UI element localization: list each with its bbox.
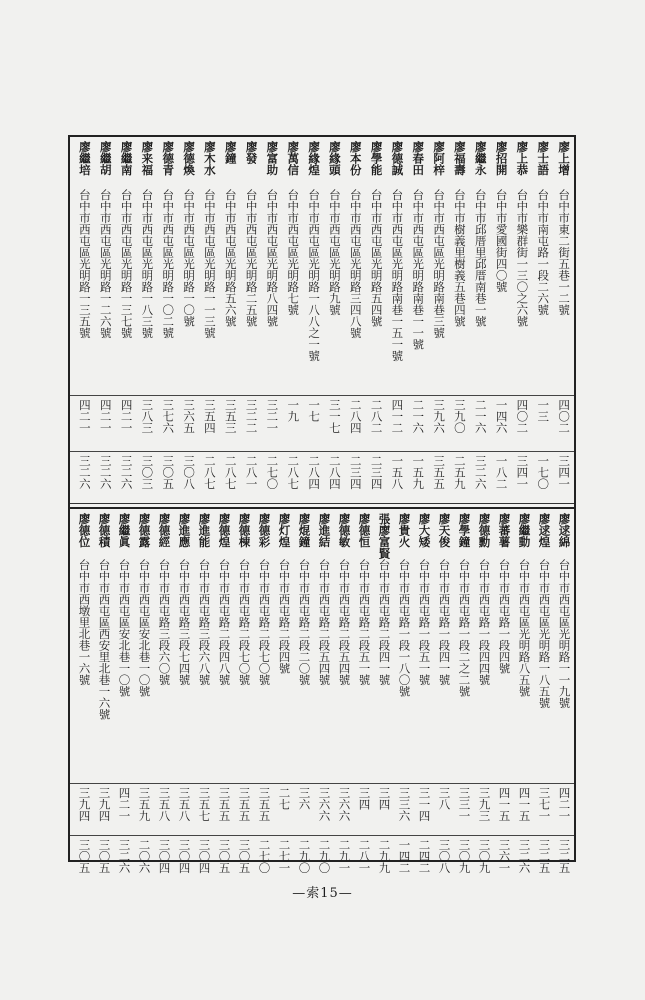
list-item: [429, 137, 448, 503]
entry-phone: 三一七: [327, 399, 342, 434]
list-item: [395, 509, 414, 874]
entry-ext: 二七〇: [257, 839, 272, 874]
entry-phone: 四一五: [497, 787, 512, 822]
entry-phone: 三六五: [182, 399, 197, 434]
entry-addr: 台中市西屯區光明路一一三號: [202, 189, 217, 339]
entry-addr: 台中市西屯路二段五一號: [357, 559, 372, 686]
entry-addr: 台中市西屯區光明路八五號: [517, 559, 532, 697]
entry-addr: 台中市西屯路二段四八號: [217, 559, 232, 686]
entry-ext: 三〇四: [157, 839, 172, 874]
entry-phone: 四二一: [557, 787, 572, 822]
entry-phone: 二一六: [411, 399, 426, 434]
entry-name: 廖繼永: [473, 141, 488, 176]
table-bottom-half: [70, 509, 574, 874]
entry-name: 廖德誠: [390, 141, 405, 176]
entry-name: 廖德敏: [337, 513, 352, 548]
entry-phone: 一三: [536, 399, 551, 422]
entry-phone: 三五五: [237, 787, 252, 822]
list-item: [512, 137, 531, 503]
entry-ext: 二〇六: [137, 839, 152, 874]
entry-name: 廖繼動: [517, 513, 532, 548]
entry-name: 廖福壽: [452, 141, 467, 176]
entry-name: 張廖富賢: [377, 513, 392, 559]
entry-phone: 三六六: [337, 787, 352, 822]
list-item: [471, 137, 490, 503]
entry-addr: 台中市樹義里樹義五巷四號: [452, 189, 467, 327]
entry-addr: 台中市西屯路一段四號: [497, 559, 512, 674]
list-item: [495, 509, 514, 874]
entry-name: 廖鐘: [223, 141, 238, 164]
entry-addr: 台中市西屯路三段七四號: [177, 559, 192, 686]
entry-addr: 台中市西屯路一段四四號: [477, 559, 492, 686]
entry-phone: 三六: [297, 787, 312, 810]
entry-phone: 三五五: [257, 787, 272, 822]
entry-ext: 三〇九: [457, 839, 472, 874]
list-item: [115, 509, 134, 874]
list-item: [215, 509, 234, 874]
entry-ext: 二八七: [286, 455, 301, 490]
entry-addr: 台中市西屯區安北巷一〇號: [117, 559, 132, 697]
list-item: [255, 509, 274, 874]
entry-phone: 三一四: [417, 787, 432, 822]
entry-phone: 三二一: [265, 399, 280, 434]
list-item: [325, 137, 344, 503]
list-item: [304, 137, 323, 503]
entry-ext: 三五五: [432, 455, 447, 490]
list-item: [415, 509, 434, 874]
entry-name: 廖上增: [557, 141, 572, 176]
entry-addr: 台中市西屯區安北巷一〇號: [137, 559, 152, 697]
entry-name: 廖富助: [265, 141, 280, 176]
entry-addr: 台中市西屯路一段一八〇號: [397, 559, 412, 697]
entry-name: 廖德彩: [257, 513, 272, 548]
entry-phone: 四一五: [517, 787, 532, 822]
entry-ext: 三〇四: [197, 839, 212, 874]
entry-addr: 台中市西屯區光明路南巷三號: [432, 189, 447, 339]
entry-ext: 二三四: [348, 455, 363, 490]
list-item: [75, 509, 94, 874]
entry-name: 廖繼胡: [98, 141, 113, 176]
entry-ext: 二八一: [357, 839, 372, 874]
entry-phone: 三六六: [317, 787, 332, 822]
entry-addr: 台中市西屯區光明路南巷一一號: [411, 189, 426, 350]
entry-ext: 三二六: [517, 839, 532, 874]
list-item: [335, 509, 354, 874]
list-item: [346, 137, 365, 503]
entry-addr: 台中市西屯區光明路一八八之一號: [307, 189, 322, 362]
entry-ext: 三二六: [473, 455, 488, 490]
list-item: [95, 509, 114, 874]
entry-name: 廖逑綿: [557, 513, 572, 548]
entry-addr: 台中市西屯區光明路一一九號: [557, 559, 572, 709]
entry-phone: 三五五: [217, 787, 232, 822]
entry-name: 廖學能: [369, 141, 384, 176]
entry-phone: 三四: [377, 787, 392, 810]
entry-ext: 三四一: [557, 455, 572, 490]
entry-phone: 一四六: [494, 399, 509, 434]
list-item: [533, 137, 552, 503]
entry-addr: 台中市西屯區光明路五六號: [223, 189, 238, 327]
list-item: [435, 509, 454, 874]
entry-addr: 台中市西屯區西安里北巷一六號: [97, 559, 112, 720]
list-item: [221, 137, 240, 503]
entry-ext: 二八四: [307, 455, 322, 490]
entry-phone: 四二一: [117, 787, 132, 822]
entry-ext: 三二五: [557, 839, 572, 874]
entry-name: 廖招開: [494, 141, 509, 176]
entry-addr: 台中市西屯區光明路五四號: [369, 189, 384, 327]
entry-name: 廖本份: [348, 141, 363, 176]
entry-addr: 台中市西屯路二段五四號: [337, 559, 352, 686]
list-item: [295, 509, 314, 874]
entry-addr: 台中市西屯路一段二之二號: [457, 559, 472, 697]
entry-phone: 三九四: [77, 787, 92, 822]
list-item: [283, 137, 302, 503]
list-item: [135, 509, 154, 874]
list-item: [195, 509, 214, 874]
entry-name: 廖德煥: [182, 141, 197, 176]
entry-phone: 三三一: [457, 787, 472, 822]
entry-addr: 台中市西屯區光明路二五號: [244, 189, 259, 327]
list-item: [367, 137, 386, 503]
entry-phone: 三四: [357, 787, 372, 810]
list-item: [262, 137, 281, 503]
entry-addr: 台中市西屯路二段五四號: [317, 559, 332, 686]
entry-name: 廖士語: [536, 141, 551, 176]
entry-name: 廖春田: [411, 141, 426, 176]
entry-addr: 台中市西屯區光明路八四號: [265, 189, 280, 327]
entry-phone: 三九四: [97, 787, 112, 822]
entry-name: 廖德青: [161, 141, 176, 176]
entry-addr: 台中市西屯區光明路三四八號: [348, 189, 363, 339]
entry-phone: 三五七: [197, 787, 212, 822]
entry-phone: 一九: [286, 399, 301, 422]
entry-ext: 一八二: [494, 455, 509, 490]
entry-ext: 二九〇: [297, 839, 312, 874]
entry-addr: 台中市西屯區光明路一〇號: [182, 189, 197, 327]
entry-ext: 三二五: [537, 839, 552, 874]
list-item: [455, 509, 474, 874]
list-item: [200, 137, 219, 503]
entry-name: 廖德露: [137, 513, 152, 548]
entry-addr: 台中市西屯路一段五一號: [417, 559, 432, 686]
entry-ext: 三〇五: [77, 839, 92, 874]
entry-name: 廖德棟: [237, 513, 252, 548]
entry-ext: 一五九: [411, 455, 426, 490]
entry-name: 廖木水: [202, 141, 217, 176]
list-item: [275, 509, 294, 874]
entry-name: 廖灯煌: [277, 513, 292, 548]
entry-phone: 三九六: [432, 399, 447, 434]
entry-name: 廖繼眞: [117, 513, 132, 548]
entry-addr: 台中市西屯區光明路七號: [286, 189, 301, 316]
entry-addr: 台中市西屯路二段四一號: [377, 559, 392, 686]
entry-addr: 台中市西屯區光明路一二六號: [98, 189, 113, 339]
list-item: [158, 137, 177, 503]
entry-name: 廖德恒: [357, 513, 372, 548]
entry-ext: 三二六: [119, 455, 134, 490]
entry-name: 廖貴火: [397, 513, 412, 548]
entry-addr: 台中市西屯路三段六八號: [197, 559, 212, 686]
entry-name: 廖逑煌: [537, 513, 552, 548]
entry-addr: 台中市西屯路二段四號: [277, 559, 292, 674]
entry-ext: 二八七: [202, 455, 217, 490]
entry-phone: 四二一: [98, 399, 113, 434]
list-item: [117, 137, 136, 503]
list-item: [375, 509, 394, 874]
entry-addr: 台中市西屯區光明路南巷一五一號: [390, 189, 405, 362]
entry-ext: 三二六: [98, 455, 113, 490]
entry-addr: 台中市南屯路一段二六號: [536, 189, 551, 316]
entry-phone: 四〇二: [557, 399, 572, 434]
entry-addr: 台中市西屯區光明路一八三號: [140, 189, 155, 339]
entry-ext: 一四二: [397, 839, 412, 874]
entry-ext: 一七〇: [536, 455, 551, 490]
entry-ext: 三四一: [515, 455, 530, 490]
list-item: [235, 509, 254, 874]
entry-ext: 三〇八: [182, 455, 197, 490]
entry-phone: 三七六: [161, 399, 176, 434]
list-item: [137, 137, 156, 503]
entry-ext: 二九九: [377, 839, 392, 874]
entry-addr: 台中市愛國街四〇號: [494, 189, 509, 293]
entry-addr: 台中市西屯區光明路一三五號: [77, 189, 92, 339]
entry-ext: 一五八: [390, 455, 405, 490]
entry-phone: 三八三: [140, 399, 155, 434]
entry-name: 廖進結: [317, 513, 332, 548]
list-item: [554, 137, 573, 503]
entry-addr: 台中市東二街五巷一二號: [557, 189, 572, 316]
page-number: —索15—: [292, 886, 353, 901]
entry-ext: 三〇五: [237, 839, 252, 874]
list-item: [450, 137, 469, 503]
list-item: [387, 137, 406, 503]
entry-phone: 四一二: [390, 399, 405, 434]
entry-phone: 三八: [437, 787, 452, 810]
entry-phone: 三五九: [137, 787, 152, 822]
entry-addr: 台中市邱厝里邱厝南巷一號: [473, 189, 488, 327]
entry-ext: 三〇九: [477, 839, 492, 874]
entry-name: 廖繼培: [77, 141, 92, 176]
list-item: [179, 137, 198, 503]
entry-name: 廖蕃薯: [497, 513, 512, 548]
entry-phone: 三七一: [537, 787, 552, 822]
list-item: [555, 509, 574, 874]
entry-ext: 二八七: [223, 455, 238, 490]
entry-name: 廖德經: [157, 513, 172, 548]
entry-phone: 二一六: [473, 399, 488, 434]
entry-name: 廖學鐘: [457, 513, 472, 548]
entry-ext: 二五九: [452, 455, 467, 490]
entry-phone: 三五八: [177, 787, 192, 822]
entry-addr: 台中市樂群街一三〇之六號: [515, 189, 530, 327]
entry-ext: 三二六: [77, 455, 92, 490]
list-item: [155, 509, 174, 874]
entry-ext: 二九〇: [317, 839, 332, 874]
entry-ext: 三〇三: [140, 455, 155, 490]
entry-name: 廖發: [244, 141, 259, 164]
list-item: [355, 509, 374, 874]
list-item: [315, 509, 334, 874]
entry-ext: 二八一: [244, 455, 259, 490]
entry-addr: 台中市西屯路一段四一號: [437, 559, 452, 686]
list-item: [492, 137, 511, 503]
entry-ext: 三〇八: [437, 839, 452, 874]
list-item: [408, 137, 427, 503]
entry-addr: 台中市西屯區光明路九號: [327, 189, 342, 316]
entry-addr: 台中市西屯區光明路一八五號: [537, 559, 552, 709]
entry-phone: 三九三: [477, 787, 492, 822]
entry-name: 廖緣煌: [307, 141, 322, 176]
entry-phone: 二八二: [369, 399, 384, 434]
list-item: [535, 509, 554, 874]
entry-ext: 三〇五: [97, 839, 112, 874]
entry-ext: 二四二: [417, 839, 432, 874]
entry-name: 廖繼南: [119, 141, 134, 176]
entry-name: 廖上恭: [515, 141, 530, 176]
entry-name: 廖進能: [197, 513, 212, 548]
entry-ext: 二八四: [327, 455, 342, 490]
entry-ext: 二三四: [369, 455, 384, 490]
entry-addr: 台中市西屯區光明路一〇二號: [161, 189, 176, 339]
entry-name: 廖大矮: [417, 513, 432, 548]
list-item: [96, 137, 115, 503]
directory-table: [68, 135, 576, 874]
entry-ext: 二九一: [337, 839, 352, 874]
entry-phone: 四二一: [77, 399, 92, 434]
entry-ext: 二七一: [277, 839, 292, 874]
entry-name: 廖德煌: [217, 513, 232, 548]
entry-phone: 一七: [307, 399, 322, 422]
list-item: [242, 137, 261, 503]
entry-addr: 台中市西屯路二段二〇號: [297, 559, 312, 686]
entry-addr: 台中市西墩里北巷一六號: [77, 559, 92, 686]
entry-phone: 二七: [277, 787, 292, 810]
entry-ext: 三六一: [497, 839, 512, 874]
entry-name: 廖德位: [77, 513, 92, 548]
table-top-half: [70, 137, 574, 503]
entry-phone: 三五三: [223, 399, 238, 434]
list-item: [515, 509, 534, 874]
entry-ext: 二七〇: [265, 455, 280, 490]
entry-phone: 二八四: [348, 399, 363, 434]
entry-phone: 三五八: [157, 787, 172, 822]
entry-phone: 三二二: [244, 399, 259, 434]
entry-phone: 四〇二: [515, 399, 530, 434]
entry-name: 廖緣頭: [327, 141, 342, 176]
entry-name: 廖德積: [97, 513, 112, 548]
entry-ext: 三二六: [117, 839, 132, 874]
entry-ext: 三〇四: [177, 839, 192, 874]
entry-ext: 三〇五: [217, 839, 232, 874]
entry-addr: 台中市西屯路三段六〇號: [157, 559, 172, 686]
entry-phone: 四二一: [119, 399, 134, 434]
entry-ext: 三〇五: [161, 455, 176, 490]
list-item: [75, 137, 94, 503]
entry-name: 廖進應: [177, 513, 192, 548]
entry-name: 廖焜鐘: [297, 513, 312, 548]
entry-name: 廖阿梓: [432, 141, 447, 176]
entry-addr: 台中市西屯路二段七〇號: [257, 559, 272, 686]
entry-name: 廖德勳: [477, 513, 492, 548]
entry-addr: 台中市西屯區光明路一三七號: [119, 189, 134, 339]
entry-name: 廖萬信: [286, 141, 301, 176]
entry-phone: 三五四: [202, 399, 217, 434]
entry-addr: 台中市西屯路二段七〇號: [237, 559, 252, 686]
list-item: [475, 509, 494, 874]
list-item: [175, 509, 194, 874]
entry-name: 廖天俊: [437, 513, 452, 548]
entry-name: 廖来福: [140, 141, 155, 176]
entry-phone: 三三六: [397, 787, 412, 822]
entry-phone: 三九〇: [452, 399, 467, 434]
